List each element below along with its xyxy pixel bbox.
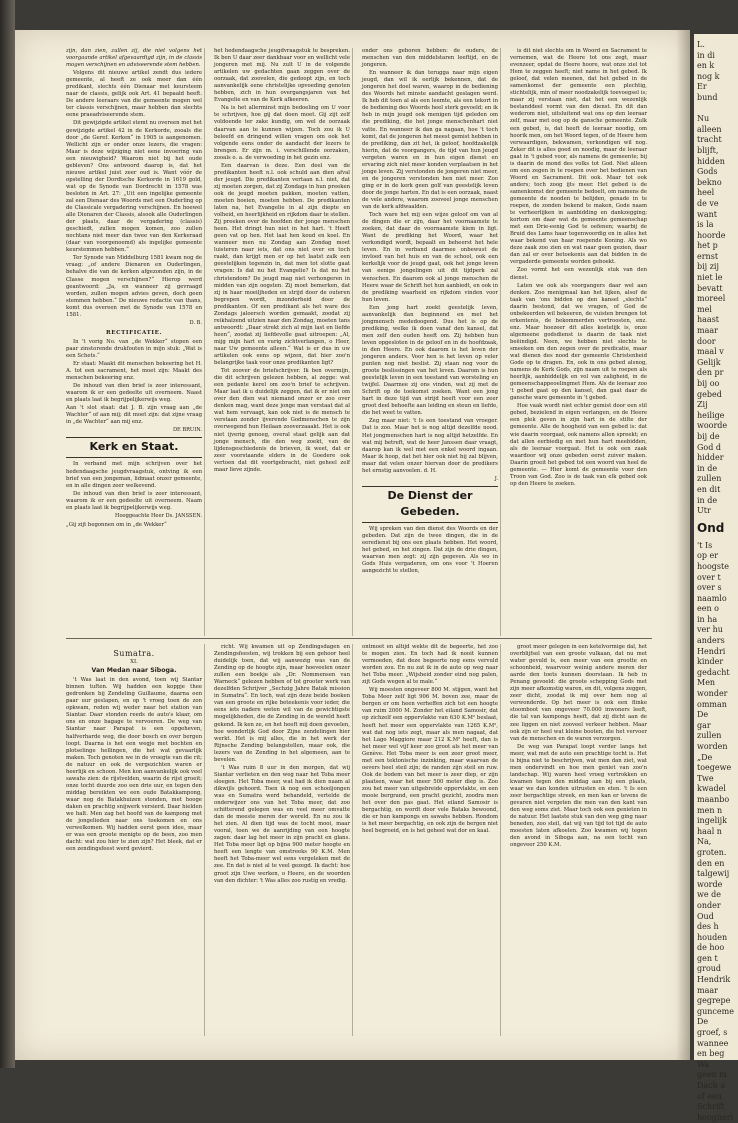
heading-rule xyxy=(66,437,202,438)
fragment-line: gen t xyxy=(697,953,718,963)
fragment-line: Schrift xyxy=(697,1102,725,1112)
fragment-line: nog k xyxy=(697,71,720,81)
fragment-line: zullen xyxy=(697,731,722,741)
fragment-line: houden xyxy=(697,932,728,942)
paragraph: Zeg maar niet: 't Is een toestand van vroeger. Dat is zoo. Maar het is nog altijd dezelfde nood. Het jongmenschen hart is nog altijd hetzelfde. En wat mij betreft, wat de heer Janssen daar vraagt, daarop kan ik wel met een enkel woord ingaan. Maar ik hoop, dat het hier ook niet bij zal blijven, maar dat velen onzer hiervan door de predikers het ernstig aanvoelen. d. H. xyxy=(362,418,498,474)
fragment-line: over t xyxy=(697,572,721,582)
fragment-line: tracht xyxy=(697,135,722,145)
column-1 xyxy=(66,644,205,1036)
fragment-line: L. xyxy=(697,40,705,49)
paragraph: De weg van Parapat loopt verder langs het meer, wat met de auto een prachtige tocht is. Het is bijna niet te beschrijven, wat men dan ziet, wat men ondervindt en hoe men geniet van zoo'n landschap. Wij waren heel vroeg vertrokken en kwamen tegen den middag aan bij een plaats, waar we dan konden uitrusten en eten. 't Is een zeer bergachtige streek, en men kan er tevens de gevaren niet vergeten die men van den kant van den weg soms ziet. Maar toch ook een genieten in de natuur. Het laatste stuk van den weg ging naar beneden, zoo steil, dat wij van tijd tot tijd de auto moesten laten afkoelen. Zoo kwamen wij tegen den avond in Siboga aan, na een tocht van ongeveer 250 K.M. xyxy=(510,743,647,849)
signature: D. B. xyxy=(189,319,202,326)
fragment-line: is la xyxy=(697,220,714,230)
column-2 xyxy=(214,48,353,636)
paragraph: 't Was ruim 8 uur in den morgen, dat wij Siantar verlieten en den weg naar het Toba meer sloegen. Het Toba meer, wat had ik dien naam al dikwijls gehoord. Toen ik nog een schooljongen was en Sumatra werd behandeld, vertelde de onderwijzer ons van het Toba meer, dat zoo schitterend gelegen was en veel meer omvatte dan de meeste meren der wereld. En nu zou ik het zien. Al dien tijd was de tocht mooi, maar vooral, toen we de aanrijding van een hoogte zagen: daar lag het meer in zijn pracht en glans. Het Toba meer ligt op bijna 900 meter hoogte en heeft een lengte van omstreeks 90 K.M. Men heeft het Toba-meer wel eens vergeleken met de zee. En dat is niet al te veel gezegd. Ik dacht: hoe groot zijn Uwe werken, o Heere, en de woorden van den dichter: 't Was alles zoo rustig en vredig. xyxy=(214,764,350,884)
fragment-line: De xyxy=(697,1017,709,1027)
fragment-line: blijft, xyxy=(697,145,719,155)
paragraph: En wanneer ik dan terugga naar mijn eigen jeugd, dan wil ik eerlijk bekennen, dat de jongeren het doel waren, waarop in de bediening des Woords het minste aandacht geslagen werd. Ik heb dit toen al als een leemte, als een tekort in de bediening des Woords heel sterk gevoeld; en ik heb in mijn jeugd ook menigen tijd geleden om die prediking, die het jonge menschenhart niet vatte. En wanneer ik dan ga nagaan, hoe 't toch komt, dat de jongeren het meest gemist hebben in de prediking, dan zit het, ik geloof, hoofdzakelijk hierin, dat de voorgangers, de tijd van hun jeugd vergeten waren en in hun eigen dienst en ervaring zich niet meer konden verplaatsen in het jonge leven. Zij verstonden de jongeren niet meer, en de jongeren verstonden hen niet meer. Zoo ging er in de kerk geen golf van geestelijk leven door de jonge harten. En dat is een oorzaak, naast de vele andere, waarom zooveel jonge menschen van de kerk afdwaalden. xyxy=(362,70,498,211)
fragment-line: haal n xyxy=(697,826,722,836)
fragment-line: gegrepe xyxy=(697,996,731,1006)
fragment-line: op er xyxy=(697,551,719,561)
heading-rule xyxy=(362,486,498,487)
fragment-line: kwadel xyxy=(697,784,726,794)
fragment-line: maar xyxy=(697,985,718,995)
fragment-line: Hendri xyxy=(697,646,726,656)
scan-border-left xyxy=(0,0,15,1068)
fragment-line: mel xyxy=(697,304,712,314)
paragraph: In 't vorig No. van „de Wekker“ stopen een paar zinstorende drukfouten in mijn stuk: „Wat is een Schets.“ xyxy=(66,338,202,359)
fragment-line: Wa xyxy=(697,1059,710,1069)
paragraph: Dit gewijzigde artikel stemt nu overeen met het gewijzigde artikel 42 in de Kerkorde, zooals die door „de Geref. Kerken“ in 1905 is aangenomen. Wellicht zijn er onder onze lezers, die vragen: Maar is deze wijziging niet eene invoering van een nieuwigheid? Waarom niet bij het oude gebleven? Ons antwoord daarop is, dat het nieuwe artikel juist zeer oud is. Want vóór de opstelling der Dordtsche Kerkorde in 1619 gold, wat op de Synode van Dordrecht in 1578 was besloten in Art. 27: „Uit een ingelijke gemeente zal een Dienaar des Woords met een Ouderling op de Classicale vergadering verschijnen. En hoewel alle Dienaren der Classis, alsook alle Ouderlingen der plaats, daar de vergadering (classis) geschiedt, zullen mogen komen, zoo zullen nochtans niet meer dan twee van den Kerkeraad (daar van voorgenoemd) als ingelijke gemeente keurstemmen hebben.“ xyxy=(66,120,202,254)
signature: Hooggeachte Heer Ds. JANSSEN. xyxy=(115,512,202,519)
fragment-line: in de xyxy=(697,495,718,505)
paragraph: het hedendaagsche jeugdvraagstuk te bespreken. Ik ben U daar zeer dankbaar voor en wellicht vele jongeren met mij. Nu zult U in de volgende artikelen uw gedachten gaan zeggen over de oorzaak, dat zoovelen, die gedoopt zijn, en toch aanvankelijk eene christelijke opvoeding genoten hebben, zich in hun overgangsjaren van het Evangelie en van de Kerk afkeeren. xyxy=(214,48,350,104)
fragment-line: zullen xyxy=(697,474,722,484)
fragment-line: gunceme xyxy=(697,1006,734,1016)
fragment-line: Men xyxy=(697,678,716,688)
fragment-line: God d xyxy=(697,442,721,452)
column-4 xyxy=(510,644,649,1036)
fragment-line: Twe xyxy=(697,773,714,783)
paragraph: zijn, dan zien, zullen zij, die niet volgens het voorgaande artikel afgevaardigd zijn, in de classis mogen verschijnen en adviseerende stem hebben. xyxy=(66,48,202,69)
fragment-line: de hoo xyxy=(697,943,725,953)
installment-number: XI. xyxy=(130,659,138,666)
fragment-line: Oud xyxy=(697,911,714,921)
fragment-line: wonder xyxy=(697,689,728,699)
fragment-line: en dit xyxy=(697,484,721,494)
heading-rule xyxy=(362,522,498,523)
paragraph: groot meer gelegen in een ketelvormige dal, het overblijfsel van een groote vulkaan, dat nu met water gevuld is, een meer van een grootte en schoonheid, waarvoor weinig andere meren der aarde den toets kunnen doorstaan. Ik heb in Penang gevoeld: die groote schepping Gods met zijn meer afkomstig waren, en dit, volgens zeggen, zeer dicht, zoodat ik mij over hem nog al verwonderde. Op het meer is ook een flinke stoomboot van ongeveer 70.000 inwoners leeft, die tal van kampongs heeft, dat zij dicht aan de zee liggen en niet zooveel verkeer hebben. Maar ook zijn er heel wat kleine booten, die het vervoer van de menschen en de waren verzorgen. xyxy=(510,644,647,742)
paragraph: Wij moesten ongeveer 800 M. stijgen, want het Toba Meer zelf ligt 906 M. boven zee, maar de bergen er om heen verheffen zich tot een hoogte van ruim 2000 M. Zonder het eiland Samosir, dat op zichzelf een oppervlakte van 630 K.M² beslaat, heeft het meer een oppervlakte van 1265 K.M², wat dat nog iets zegt, maar als men nagaat, dat het Lago Maggiore maar 212 K.M² heeft, dan is het meer wel vijf keer zoo groot als het meer van Genève. Het Toba meer is een zeer groot meer, met een tektonische inzinking, maar waarvan de oevers heel steil zijn; de randen zijn steil en ruw. Ook de bodem van het meer is zeer diep, er zijn plaatsen, waar het meer 500 meter diep is. Zoo zou het meer van uitgebreide oppervlakte, en een mooie bergrand, een pracht gezicht, zoodra men het over den pas gaat. Het eiland Samosir is bergachtig, en wordt door vele Bataks bewoond, die er hun kampongs en sawahs hebben. Rondom is het meer bergachtig, en ook zijn de bergen niet heel begroeid, en is het geheel wat dor en kaal. xyxy=(362,687,498,835)
section-heading: Kerk en Staat. xyxy=(89,440,179,454)
paragraph: onder ons geboren hebben: de ouders, de menschen van den middelstaren leeftijd, en de jongeren. xyxy=(362,48,498,69)
fragment-line: maal v xyxy=(697,347,724,357)
fragment-line: want xyxy=(697,209,717,219)
fragment-line: ver hu xyxy=(697,625,723,635)
fragment-line: bij zij xyxy=(697,262,719,272)
next-page-text-top xyxy=(694,34,738,517)
paragraph: is dit niet slechts om in Woord en Sacrament te vernemen, wat de Heere tot ons zegt, maar evenzeer, opdat de Heere hoore, wat onze ziel tot Hem te zeggen heeft; niet name in het gebed. Ik geloof, dat velen meenen, dat het gebed in de samenkomst der gemeente een plechtig, stichtelijk, min of meer noodzakelijk toevoegsel is; maar zij verstaan niet, dat het een wezenlijk bestanddeel vormt van den dienst. En dit dan wederom niet, uitsluitend wat ons op den leeraar zelf, maar met oog op de gansche gemeente. Zulk een gebed, is, dat heeft de leeraar noodig, om hoorik men, om het Woord tegen, of de Heere hem verwaardigen, bekwamen, verkondigen wil nog. Zeker dit is alles goed en noodig, maar de leeraar gaat in 't gebed voor, als namens de gemeente; bij is daarin de mond des volks tot God. Niet alleen om een zegen in te roepen over het bedienen van Woord en Sacrament. Dit ook. Maar tot ook anders; toch zoog ijts meer. Het gebed is de samenkomst der gemeente bedoelt, om namens de gemeente de nooden te belijden, genade in te roepen, de zonden bekend te maken, Gode naam te verheerlijken in aanbidding en dankzegging; kortom om daar wat de gemeente gemeenschap met een Drie-eenig God te oefenen; waarbij de Bruid des Lams haar tegenwoordig en in alles het waar bekend van haar roepende Koning. Als wo deze zaak zoo zien en wat naar geen gezien, daar dan zal er over betoekenis aan dat bidden in de vergaderde gemeente worden geboekt. xyxy=(510,48,647,266)
next-page-text-bottom xyxy=(694,535,738,1123)
page-content xyxy=(66,48,652,1038)
fragment-line: des h xyxy=(697,922,719,932)
column-1 xyxy=(66,48,205,636)
paragraph: Een jong hart zoekt geestelijk leven, aanvankelijk dan beginnend en met het jongmensch mededoogend. Dus het is op de prediking, welke ik doen vanaf den kansel, dat men zelf den ouden heeft om. Zij hebben hun leven opgesloten in de geloof en in de hoofdzaak, in den Heere. En ook daarom is het leven der jongeren anders. Voor hen is het leven op veler punten nog niet beslist. Zij staan nog voor de groote beslissingen van het leven. Daarom is hun geestelijk leven in een toestand van worsteling en twijfel. Daarmee zij ons vinden, wat zij met de Schrift op de toekomst zoeken. Want een jong hart in deze tijd van strijd heeft voor een zeer groot deel behoefte aan leiding en steun en liefde, die het weet te vatten. xyxy=(362,304,498,417)
paragraph: Wij spreken van den dienst des Woords en der gebeden. Dat zijn de twee dingen, die in de eeredienst bij ons een plaats hebben. Het woord, het gebed, en het zingen. Dat zijn de drie dingen, waarvan men zegt: zij zijn gegeven. Als wo in Gods Huis vergaderen, om ons voor 't Hoeren aangezicht te stellen, xyxy=(362,525,498,575)
fragment-line: Gods xyxy=(697,167,718,177)
fragment-line: niet le xyxy=(697,273,723,283)
next-page-heading-fragment: Ond xyxy=(697,520,725,535)
fragment-line: wannee xyxy=(697,1038,729,1048)
paragraph: ontmoet en altijd wekte dit de begeerte, het zoo te mogen zien. En toch had ik nooit kunnen vermoeden, dat deze begeerte nog eens vervuld worden zou. En nu zat ik in de auto op weg naar het Toba meer. „Wijsheid zonder eind nog palen, zijt Gods wegen al te male.“ xyxy=(362,644,498,686)
paragraph: Laten we ook als voorgangers daar wel aan denken. Zoo menigmaal kan het lijken, alsof de taak van 'ons bidden op den kansel „slechts“ daarin bestond, dat we vragen, of God de onbekeerden wil bekeeren, de vuisten brengen tot erkentenis, de bekommerden vertroosten, enz. enz. Maar hoezeer dit alles kostelijk is, onze algemeene godsdienst is daarin de taak niet beëindigd. Neen, we hebben niet slechts te smeeken om den zegen over de predicatie, maar wat dienen des nood der gemeente Christenheid Gode op te dragen. En, ook in ons gebed alsnog, namens de Kerk Gods, zijn naam uit te roepen als heerlijk, aanbiddelijk en vol van zaligheid, in de gemeenschappeoelingmet Hem. Als de leeraar zoo 't gebed gaat op den kansel, dan gaat daar de gansche ware gemeente in 't gebed. xyxy=(510,282,647,402)
fragment-line: heilige xyxy=(697,410,725,420)
fragment-line: toegewe xyxy=(697,763,732,773)
paragraph: Volgens dit nieuwe artikel zendt dus iedere gemeente, al heeft ze ook meer dan één predikant, slechts één Dienaar met keursteem naar de classis, gelijk ook Art. 41 bepaald heeft. De andere leeraars van die gemeente mogen wel ter classis verschijnen, maar hebben dan slechts eene praeadviseerende stem. xyxy=(66,70,202,119)
paragraph: 't Was laat in den avond, toen wij Siantar binnen tuften. Wij hadden een koppje thee gedronken bij Zendeling Guillaume, daarna een paar uur geslapen, en op 't vroeg toen de zon opkwam, reden wij weder naar het station van Siantar. Daar stonden reeds de auto's klaar, om ons en onze bagage te vervoeren. De weg van Siantar naar Parapat is een opgeheven, halfverharde weg, die door bosch en over bergen loopt. Daarna is het een wegje met bochten en plotselinge hellingen, die het wat gevaarlijk maken. Toch genoten we in de vroegte van die rit; de natuur en ook de vergezichten waren er heerlijk en schoon. Men kon aanvankelijk ook veel sawahs zien: de rijstvelden, waarin de rijst groeit; onze tocht duurde zoo een drie uur, en tegen den middag bereikten we een oude Batakkampong, waar nog de Batakhuizen stonden, met hooge daken en prachtig snijwerk versierd. Daar hielden we halt. Men zag het hoofd van de kampong met de jongelieden naar ons toekomen en ons verwelkomen. Wij hadden eerst geen idee, maar er was een groote menigte op de been, zoo men dacht: wat zou hier te zien zijn? Het bleek, dat er een zendingsfeest werd gevierd. xyxy=(66,677,202,853)
fragment-line: bevatt xyxy=(697,283,723,293)
fragment-line: talgewij xyxy=(697,869,730,879)
fragment-line: „De xyxy=(697,752,713,762)
fragment-line: gar xyxy=(697,720,711,730)
fragment-line: bij de xyxy=(697,431,720,441)
fragment-line: den pr xyxy=(697,368,724,378)
fragment-line: in di xyxy=(697,50,715,60)
fragment-line: worden xyxy=(697,742,728,751)
fragment-line: worde xyxy=(697,879,723,889)
fragment-line xyxy=(697,104,738,115)
fragment-line: bund xyxy=(697,92,718,102)
fragment-line: moreel xyxy=(697,294,726,304)
paragraph: Hoe vaak wordt niet echter gemist door een stil gebed, bezielend in eigen verlangen, en de Heere een plek geven in zijn hart in de stilte der gemeente. Alle de hoogheid van een gebed is: dat wie daarin voorgaat, ook namens allen spreekt; en dat allen eerbiedig en met hun hart meebidden, als de leeraar voorgaat. Het is ook een zaak waardoor wij onze gebeden eerst zuiver maken. Daarin groeit het gebed tot een woord van heel de gemeente. — Hier komt de gemeente voor den Troon van God. Zoo is de taak van elk gebed ook op den Heere te zoeken. xyxy=(510,403,647,487)
paragraph: De inhoud van dien brief is zeer interessant, waarom ik er een gedeelte uit overneem. Naam en plaats laat ik begrijpelijkerwijs weg. xyxy=(66,490,202,511)
column-3 xyxy=(362,48,501,636)
fragment-line: groef, s xyxy=(697,1028,728,1038)
article-title: Van Medan naar Siboga. xyxy=(91,667,177,675)
paragraph: In verband met mijn schrijven over het hedendaagsche jeugdvraagstuk, ontving ik een brief van een jongeman, lidmaat onzer gemeente, en in alle dingen zeer welkevend. xyxy=(66,461,202,489)
fragment-line: Gelijk xyxy=(697,357,721,367)
fragment-line: men n xyxy=(697,805,723,815)
fragment-line: heel xyxy=(697,188,715,198)
fragment-line: haast xyxy=(697,315,720,325)
fragment-line: en k xyxy=(697,61,715,71)
fragment-line: 't Is xyxy=(697,540,713,550)
fragment-line: naamlo xyxy=(697,593,727,603)
subheading: RECTIFICATIE. xyxy=(105,329,162,336)
fragment-line: de ve xyxy=(697,198,719,208)
fragment-line: bij oo xyxy=(697,379,720,388)
paragraph: Tot zoover de briefschrijver. Ik ben overmijn, die dit schrijven gelezen hebben, al zegge: wat een pedante kerel om zoo'n brief te schrijven. Maar laat ik u duidelijk zeggen, dat ik er niet om over den dien wat niemand onzer er zoo over denken mag, want deze jonge man verstaat dat al wat hem vervaagt, kan ook niet is de mensch te verstaan zonder ijverende Godmenschen te zijn overwegend hun Heilaan zooverzaaakt. Het is ook niet ijverig genoeg, overal staat gelijk aan dat jonge mensch, die den weg zoekt, van de lijdensgeschiedenis de brieven, ik weet, dat er zeer voorstaande elders in de Goedere ook vertoen dat dit voortgebracht, niet geheel zelf maar lieve zijnde. xyxy=(214,368,350,473)
fragment-line: omman xyxy=(697,699,727,709)
fragment-line: alleen xyxy=(697,124,722,134)
paragraph: „Gij zijt begonnen om in „de Wekker“ xyxy=(66,521,167,528)
fragment-line: hoogheri xyxy=(697,1112,734,1122)
fragment-line: maar xyxy=(697,326,718,336)
fragment-line: onder xyxy=(697,900,721,910)
fragment-line: gebed xyxy=(697,389,722,399)
fragment-line: groten. xyxy=(697,847,727,857)
heading-rule xyxy=(66,457,202,458)
column-2 xyxy=(214,644,353,1036)
fragment-line: en beg xyxy=(697,1049,725,1059)
fragment-line: hoogste xyxy=(697,561,729,571)
fragment-line: ingelijk xyxy=(697,816,728,826)
paragraph: Een daarvan is deze. Een deel van de predikanten heeft n.l. ook schuld aan dien afval der jeugd. Die predikanten vertaan n.l. niet, dat zij moeten zorgen, dat zij Zondags in hun preeken ook de jeugd moeten pakken, moeten vatten, moeten boeien, moeten hebben. De predikanten laten na, het Evangelie in al zijn diepte en volheid, en heerlijkheid en rijkdom daar te stellen. Zij preeken over de hoofden der jonge menschen heen. Het dringt hun niet in het hart. 't Heeft geen vat op hen. Het laat hen koud en koel. En wanneer men nu Zondag aan Zondag moet luisteren naar iets, dat ons niet over en toch raakt, dan krijgt men er op het laatst zalk een geestelijken tegenzin in, dat men tot slotte gaat vragen: Is dat nu het Evangelie? Is dat nu het christendom? De jeugd mag niet verhongeren in midden van zijn oogsten. Zij moet bemerken, dat zij in haar moeiljheden en strijd door de outeren begrepen wordt, inzonderheid door de predikanten. Of een predikant als het ware des Zondags jaloersch worden gemaakt, zoodat zij reikhalzend uitzien naar den Zondag, moeten tans antwoordt: „Daar strekt zich al mijn last en liefde heen“, zoodat zij liefdevolle gaat uitroepen: „Al, mijg mijn hart en vurig zichtverlangen, o Heer, naar Uw gemeente alleen.“ Wat is er dus in uw artikelen ook eens op wijzen, dat hier zoo'n belangrijke taak voor onze predikanten ligt? xyxy=(214,162,350,367)
fragment-line: ernst xyxy=(697,251,719,261)
paragraph: Er staat: Maakt dit menschen bekeering het H. A. tot een sacrament, het moet zijn: Maakt des menschen bekeering enz. xyxy=(66,361,202,382)
fragment-line: anders xyxy=(697,636,725,646)
fragment-line: Utr xyxy=(697,506,711,516)
fragment-line: groud xyxy=(697,964,722,974)
fragment-line: bekno xyxy=(697,177,722,187)
paragraph: Toch ware het mij een wijze geloof om van al de dingen die er zijn, daar het voornaamste te zoeken, dat daar de voornaamste kiem in ligt. Want de prediking het Woord, waar het verkondigd wordt, bepaalt en beheerst het hele leven. En in verband daarmee onbewust de invloed van het huis en van de school, ook een kerkelijk voor de jeugd gaat, ook het jonge leven van eenige jongelingen uit dit tijdperk zal wenschen. En daarom ook al jonge menschen de Heere waar de Schrift het hun aanbiedt, en ook in de prediking waarheid en rijkdom vinden voor hun leven. xyxy=(362,212,498,303)
fragment-line: hoorde xyxy=(697,230,726,240)
fragment-line: we de xyxy=(697,890,721,900)
fragment-line: woorde xyxy=(697,421,728,431)
fragment-line: Er xyxy=(697,82,707,92)
fragment-line: door xyxy=(697,336,716,346)
fragment-line: Dach a xyxy=(697,1081,726,1090)
paragraph: De inhoud van dien brief is zeer interessant, waarom ik er een gedeelte uit overneem. Naast en plaats laat ik begrijpelijkerwijs weg. xyxy=(66,383,202,404)
fragment-line: over s xyxy=(697,583,722,593)
signature: DE BRUIN. xyxy=(172,427,202,434)
fragment-line: Na, xyxy=(697,837,712,847)
fragment-line: hidder xyxy=(697,453,724,463)
bottom-section xyxy=(66,644,652,1036)
section-divider xyxy=(66,638,652,639)
column-3 xyxy=(362,644,501,1036)
fragment-line: of een xyxy=(697,1091,722,1101)
signature: J. xyxy=(494,475,498,482)
paragraph: Zoo vormt het een wezenlijk stuk van den dienst. xyxy=(510,267,647,281)
paragraph: Aan 't slot staat: dat J. B. zijn vraag aan „de Wachter“ of aan mij; dit moet zijn: dat zijne vraag in „de Wachter“ aan mij enz. xyxy=(66,405,202,426)
fragment-line: hidden xyxy=(697,156,725,166)
paragraph: Na is het allerminst mijn bedoeling om U voor te schrijven, hoe gij dat doen moet. Gij zijt zelf voldoende ter zake kundig, om wel de oorzaak daarvan aan te kunnen wijzen. Toch zou ik U beleefd en dringend willen vragen om ook het volgende eens onder de aandacht der lezers te brengen. Er zijn m. i. verschillende oorzaken, zooals o. a. de verwoeding in het gezin enz. xyxy=(214,105,350,161)
fragment-line: kinder xyxy=(697,657,724,667)
series-title: Sumatra. xyxy=(113,649,155,658)
fragment-line: in ha xyxy=(697,614,718,624)
fragment-line: gedacht xyxy=(697,667,730,677)
fragment-line: een o xyxy=(697,604,719,614)
top-section xyxy=(66,48,652,636)
next-page-edge xyxy=(694,34,738,1122)
fragment-line: in de xyxy=(697,463,718,473)
fragment-line: het p xyxy=(697,241,718,251)
fragment-line: De xyxy=(697,710,709,720)
section-heading: De Dienst der Gebeden. xyxy=(387,488,473,518)
fragment-line: maanbo xyxy=(697,794,730,804)
fragment-line: Zij xyxy=(697,400,708,410)
fragment-line: Hendrik xyxy=(697,975,731,985)
fragment-line: den en xyxy=(697,858,725,868)
page-fold-shadow xyxy=(676,30,690,1060)
paragraph: Ter Synode van Middelburg 1581 kwam nog de vraag: „of andere Dienaren en Ouderlingen, behalve die van de kerken afgezonden zijn, in de Classe mogen verschijnen?“ Hierop werd geantwoord: „Ja, en wanneer zij gevraagd worden, zullen mogen advies geven, doch geen stemmen hebben.“ De nieuwe redactie van thans, komt dus overeen met de Synode van 1578 en 1581. xyxy=(66,255,202,318)
paragraph: richt. Wij kwamen uit op Zendingsdagen en Zendingsfeesten, wij trokken bij een gehoor heel duidelijk toen, dat wij aanwezig was van de Zending op de hoogte zijn, maar hoeveelen onzer zullen een boekje als „Dr. Nommensen van Warneck“ gelezen hebben of tot grooter werk van dezelfden Schrijver „Sechzig Jahre Batak mission in Sumatra“. En toch, wat zijn deze beide boeken van een groote en rijke beteekenis voor ieder, die eens iets nadere weten wil van de gewichtigste mogelijkheden, die de Zending in de wereld heeft gekend. Ik ken ze, en het heeft mij doen gevoelen, hoe wonderlijk God door Zijne zendelingen hier werkt. Het is mij alles, die in het werk der Rijnsche Zending belangstellen, maar ook, die lezers van de Zending in het algemeen, aan te bevelen. xyxy=(214,644,350,763)
fragment-line: geen m xyxy=(697,1070,727,1080)
fragment-line: Nu xyxy=(697,114,710,124)
column-4 xyxy=(510,48,649,636)
